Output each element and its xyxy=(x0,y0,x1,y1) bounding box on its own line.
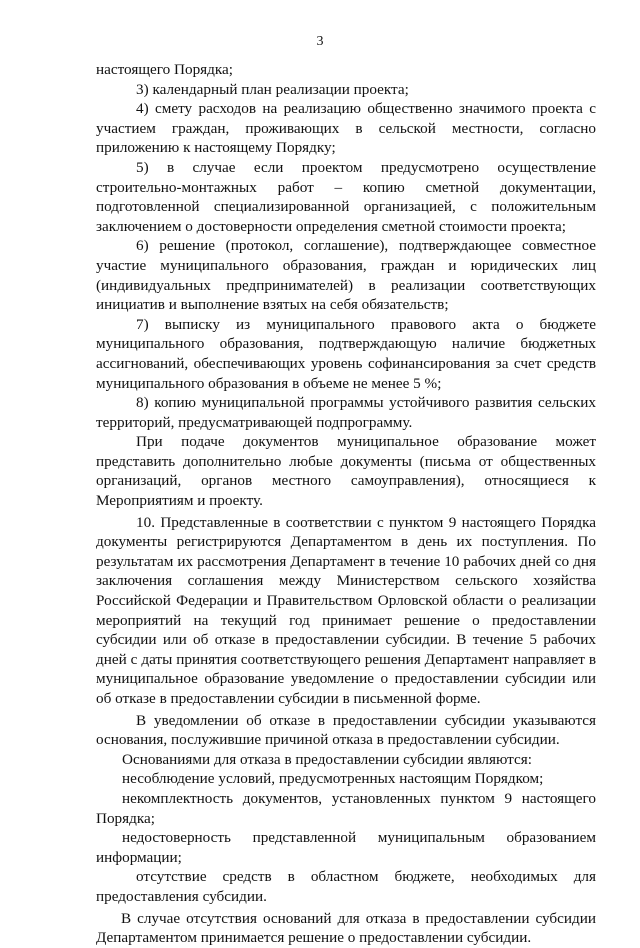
list-item-8: 8) копию муниципальной программы устойчивого развития сельских территорий, предусматривающей подпрограмму. xyxy=(96,394,596,431)
list-item-7: 7) выписку из муниципального правового акта о бюджете муниципального образования, подтверждающую наличие бюджетных ассигнований, обеспечивающих уровень софинансирования за счет средств муниципального образования в объеме не менее 5 %; xyxy=(96,315,596,392)
paragraph-refusal-notice: В уведомлении об отказе в предоставлении субсидии указываются основания, послужившие причиной отказа в предоставлении субсидии. xyxy=(96,711,596,749)
document-body xyxy=(96,60,596,948)
refusal-ground-4: отсутствие средств в областном бюджете, необходимых для предоставления субсидии. xyxy=(96,868,596,905)
list-item-5: 5) в случае если проектом предусмотрено осуществление строительно-монтажных работ – копию сметной документации, подготовленной специализированной организацией, с положительным заключением о достоверности определения сметной стоимости проекта; xyxy=(96,158,596,235)
refusal-ground-2: некомплектность документов, установленных пунктом 9 настоящего Порядка; xyxy=(96,789,596,827)
paragraph-continuation: настоящего Порядка; xyxy=(96,61,233,78)
refusal-ground-3: недостоверность представленной муниципальным образованием информации; xyxy=(96,829,596,866)
refusal-ground-1: несоблюдение условий, предусмотренных настоящим Порядком; xyxy=(122,770,544,788)
list-item-6: 6) решение (протокол, соглашение), подтверждающее совместное участие муниципального образования, граждан и юридических лиц (индивидуальных предпринимателей) в реализации соответствующих инициатив и выполнение взятых на себя обязательств; xyxy=(96,237,596,314)
clause-10: 10. Представленные в соответствии с пунктом 9 настоящего Порядка документы регистрируются Департаментом в день их поступления. По результатам их рассмотрения Департамент в течение 10 рабочих дней со дня заключения соглашения между Министерством сельского хозяйства Российской Федерации и Правительством Орловской области о реализации мероприятий на текущий год принимает решение о предоставлении субсидии или об отказе в предоставлении субсидии. В течение 5 рабочих дней с даты принятия соответствующего решения Департамент направляет в муниципальное образование уведомление о предоставлении субсидии или об отказе в предоставлении субсидии в письменной форме. xyxy=(96,513,596,707)
paragraph-refusal-grounds-intro: Основаниями для отказа в предоставлении субсидии являются: xyxy=(122,750,532,768)
paragraph-additional-documents: При подаче документов муниципальное образование может представить дополнительно любые документы (письма от общественных организаций, органов местного самоуправления), относящиеся к Мероприятиям и проекту. xyxy=(96,433,596,510)
page-number: 3 xyxy=(316,34,324,49)
paragraph-decision: В случае отсутствия оснований для отказа в предоставлении субсидии Департаментом принимается решение о предоставлении субсидии. xyxy=(96,909,596,947)
list-item-3: 3) календарный план реализации проекта; xyxy=(136,80,409,98)
list-item-4: 4) смету расходов на реализацию общественно значимого проекта с участием граждан, проживающих в сельской местности, согласно приложению к настоящему Порядку; xyxy=(96,100,596,157)
